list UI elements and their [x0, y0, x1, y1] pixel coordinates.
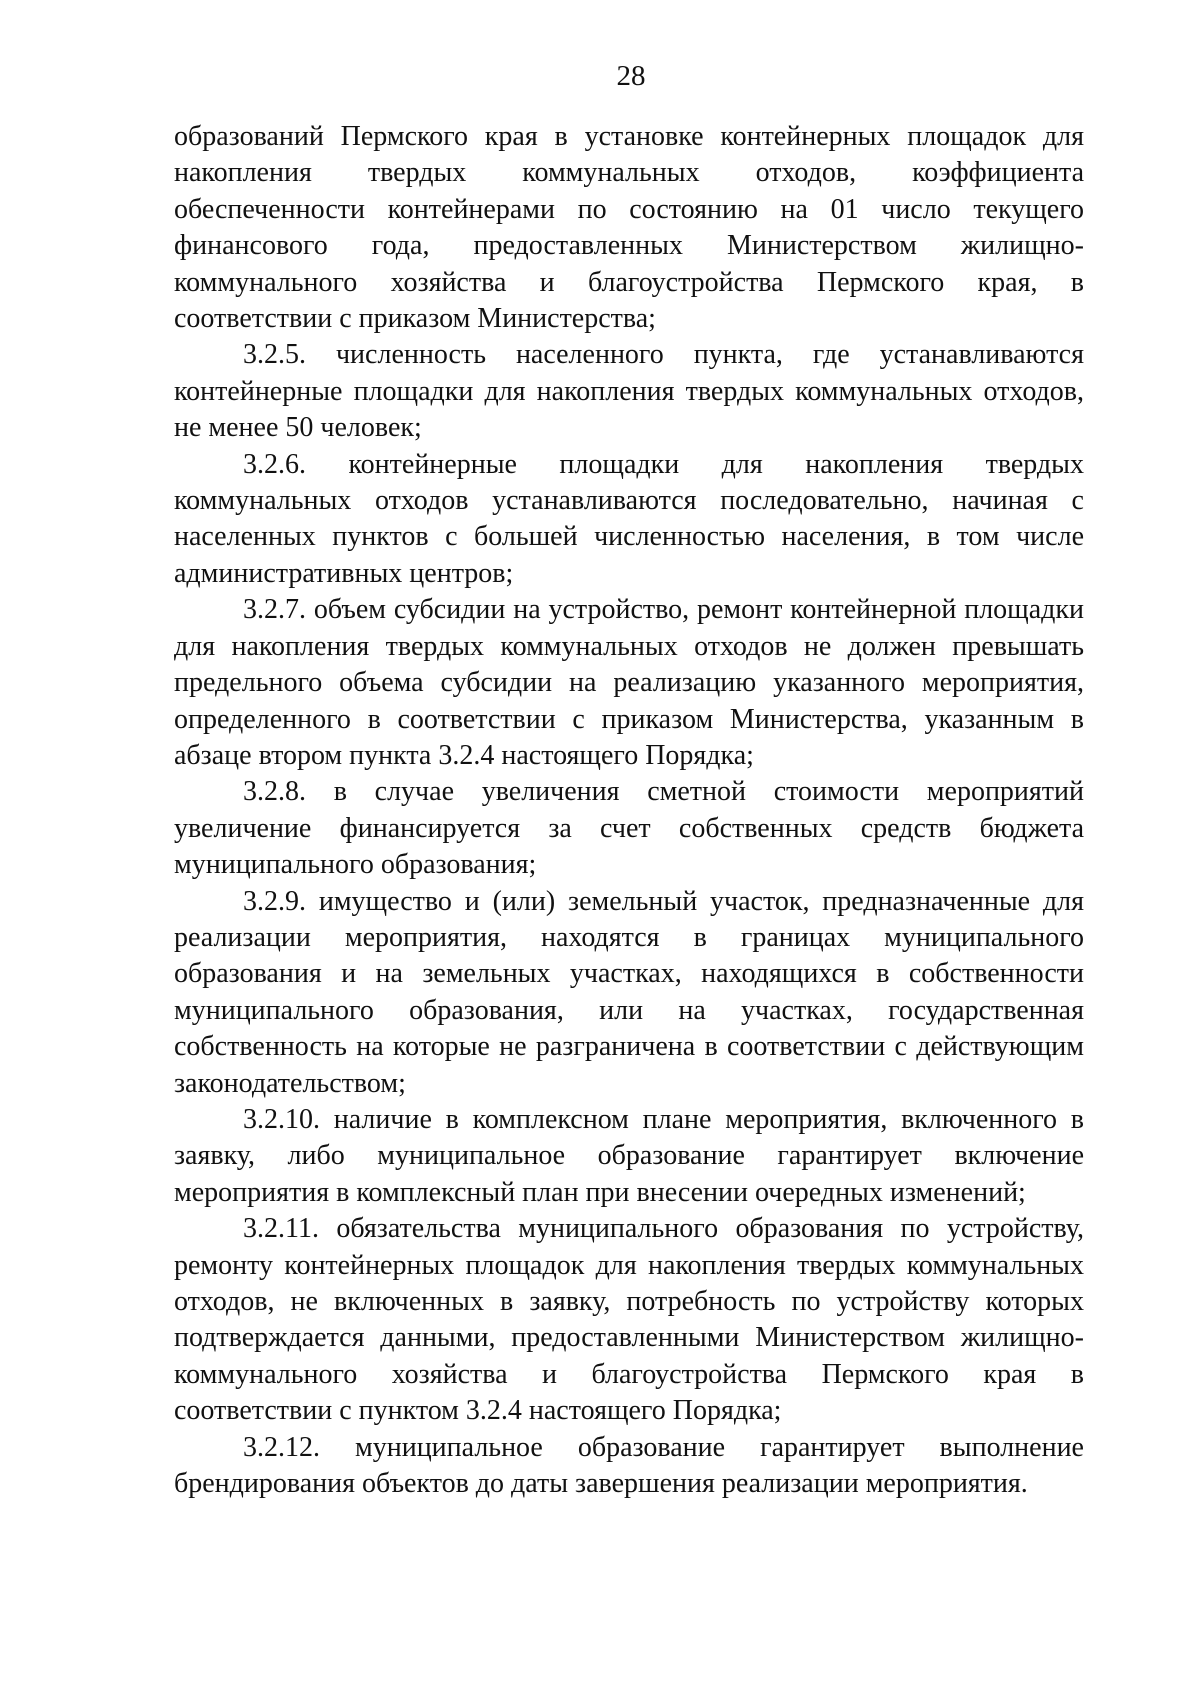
paragraph-3-2-8: 3.2.8. в случае увеличения сметной стоимости мероприятий увеличение финансируется за счет собственных средств бюджета муниципального образования;: [174, 776, 1084, 881]
paragraph-3-2-9: 3.2.9. имущество и (или) земельный участок, предназначенные для реализации мероприятия, находятся в границах муниципального образования и на земельных участках, находящихся в собственности муниципального образования, или на участках, государственная собственность на которые не разграничена в соответствии с действующим законодательством;: [174, 885, 1084, 1099]
page-number: 28: [616, 60, 646, 92]
paragraph-3-2-10: 3.2.10. наличие в комплексном плане мероприятия, включенного в заявку, либо муниципальное образование гарантирует включение мероприятия в комплексный план при внесении очередных изменений;: [174, 1103, 1084, 1208]
paragraph-3-2-7: 3.2.7. объем субсидии на устройство, ремонт контейнерной площадки для накопления твердых коммунальных отходов не должен превышать предельного объема субсидии на реализацию указанного мероприятия, определенного в соответствии с приказом Министерства, указанным в абзаце втором пункта 3.2.4 настоящего Порядка;: [174, 594, 1084, 771]
paragraph-continuation: образований Пермского края в установке контейнерных площадок для накопления твердых коммунальных отходов, коэффициента обеспеченности контейнерами по состоянию на 01 число текущего финансового года, предоставленных Министерством жилищно-коммунального хозяйства и благоустройства Пермского края, в соответствии с приказом Министерства;: [174, 121, 1084, 335]
document-body: [174, 119, 1084, 1502]
paragraph-3-2-12: 3.2.12. муниципальное образование гарантирует выполнение брендирования объектов до даты завершения реализации мероприятия.: [174, 1431, 1084, 1500]
paragraph-3-2-6: 3.2.6. контейнерные площадки для накопления твердых коммунальных отходов устанавливаются последовательно, начиная с населенных пунктов с большей численностью населения, в том числе административных центров;: [174, 448, 1084, 589]
paragraph-3-2-5: 3.2.5. численность населенного пункта, где устанавливаются контейнерные площадки для накопления твердых коммунальных отходов, не менее 50 человек;: [174, 339, 1084, 444]
paragraph-3-2-11: 3.2.11. обязательства муниципального образования по устройству, ремонту контейнерных площадок для накопления твердых коммунальных отходов, не включенных в заявку, потребность по устройству которых подтверждается данными, предоставленными Министерством жилищно-коммунального хозяйства и благоустройства Пермского края в соответствии с пунктом 3.2.4 настоящего Порядка;: [174, 1213, 1084, 1427]
